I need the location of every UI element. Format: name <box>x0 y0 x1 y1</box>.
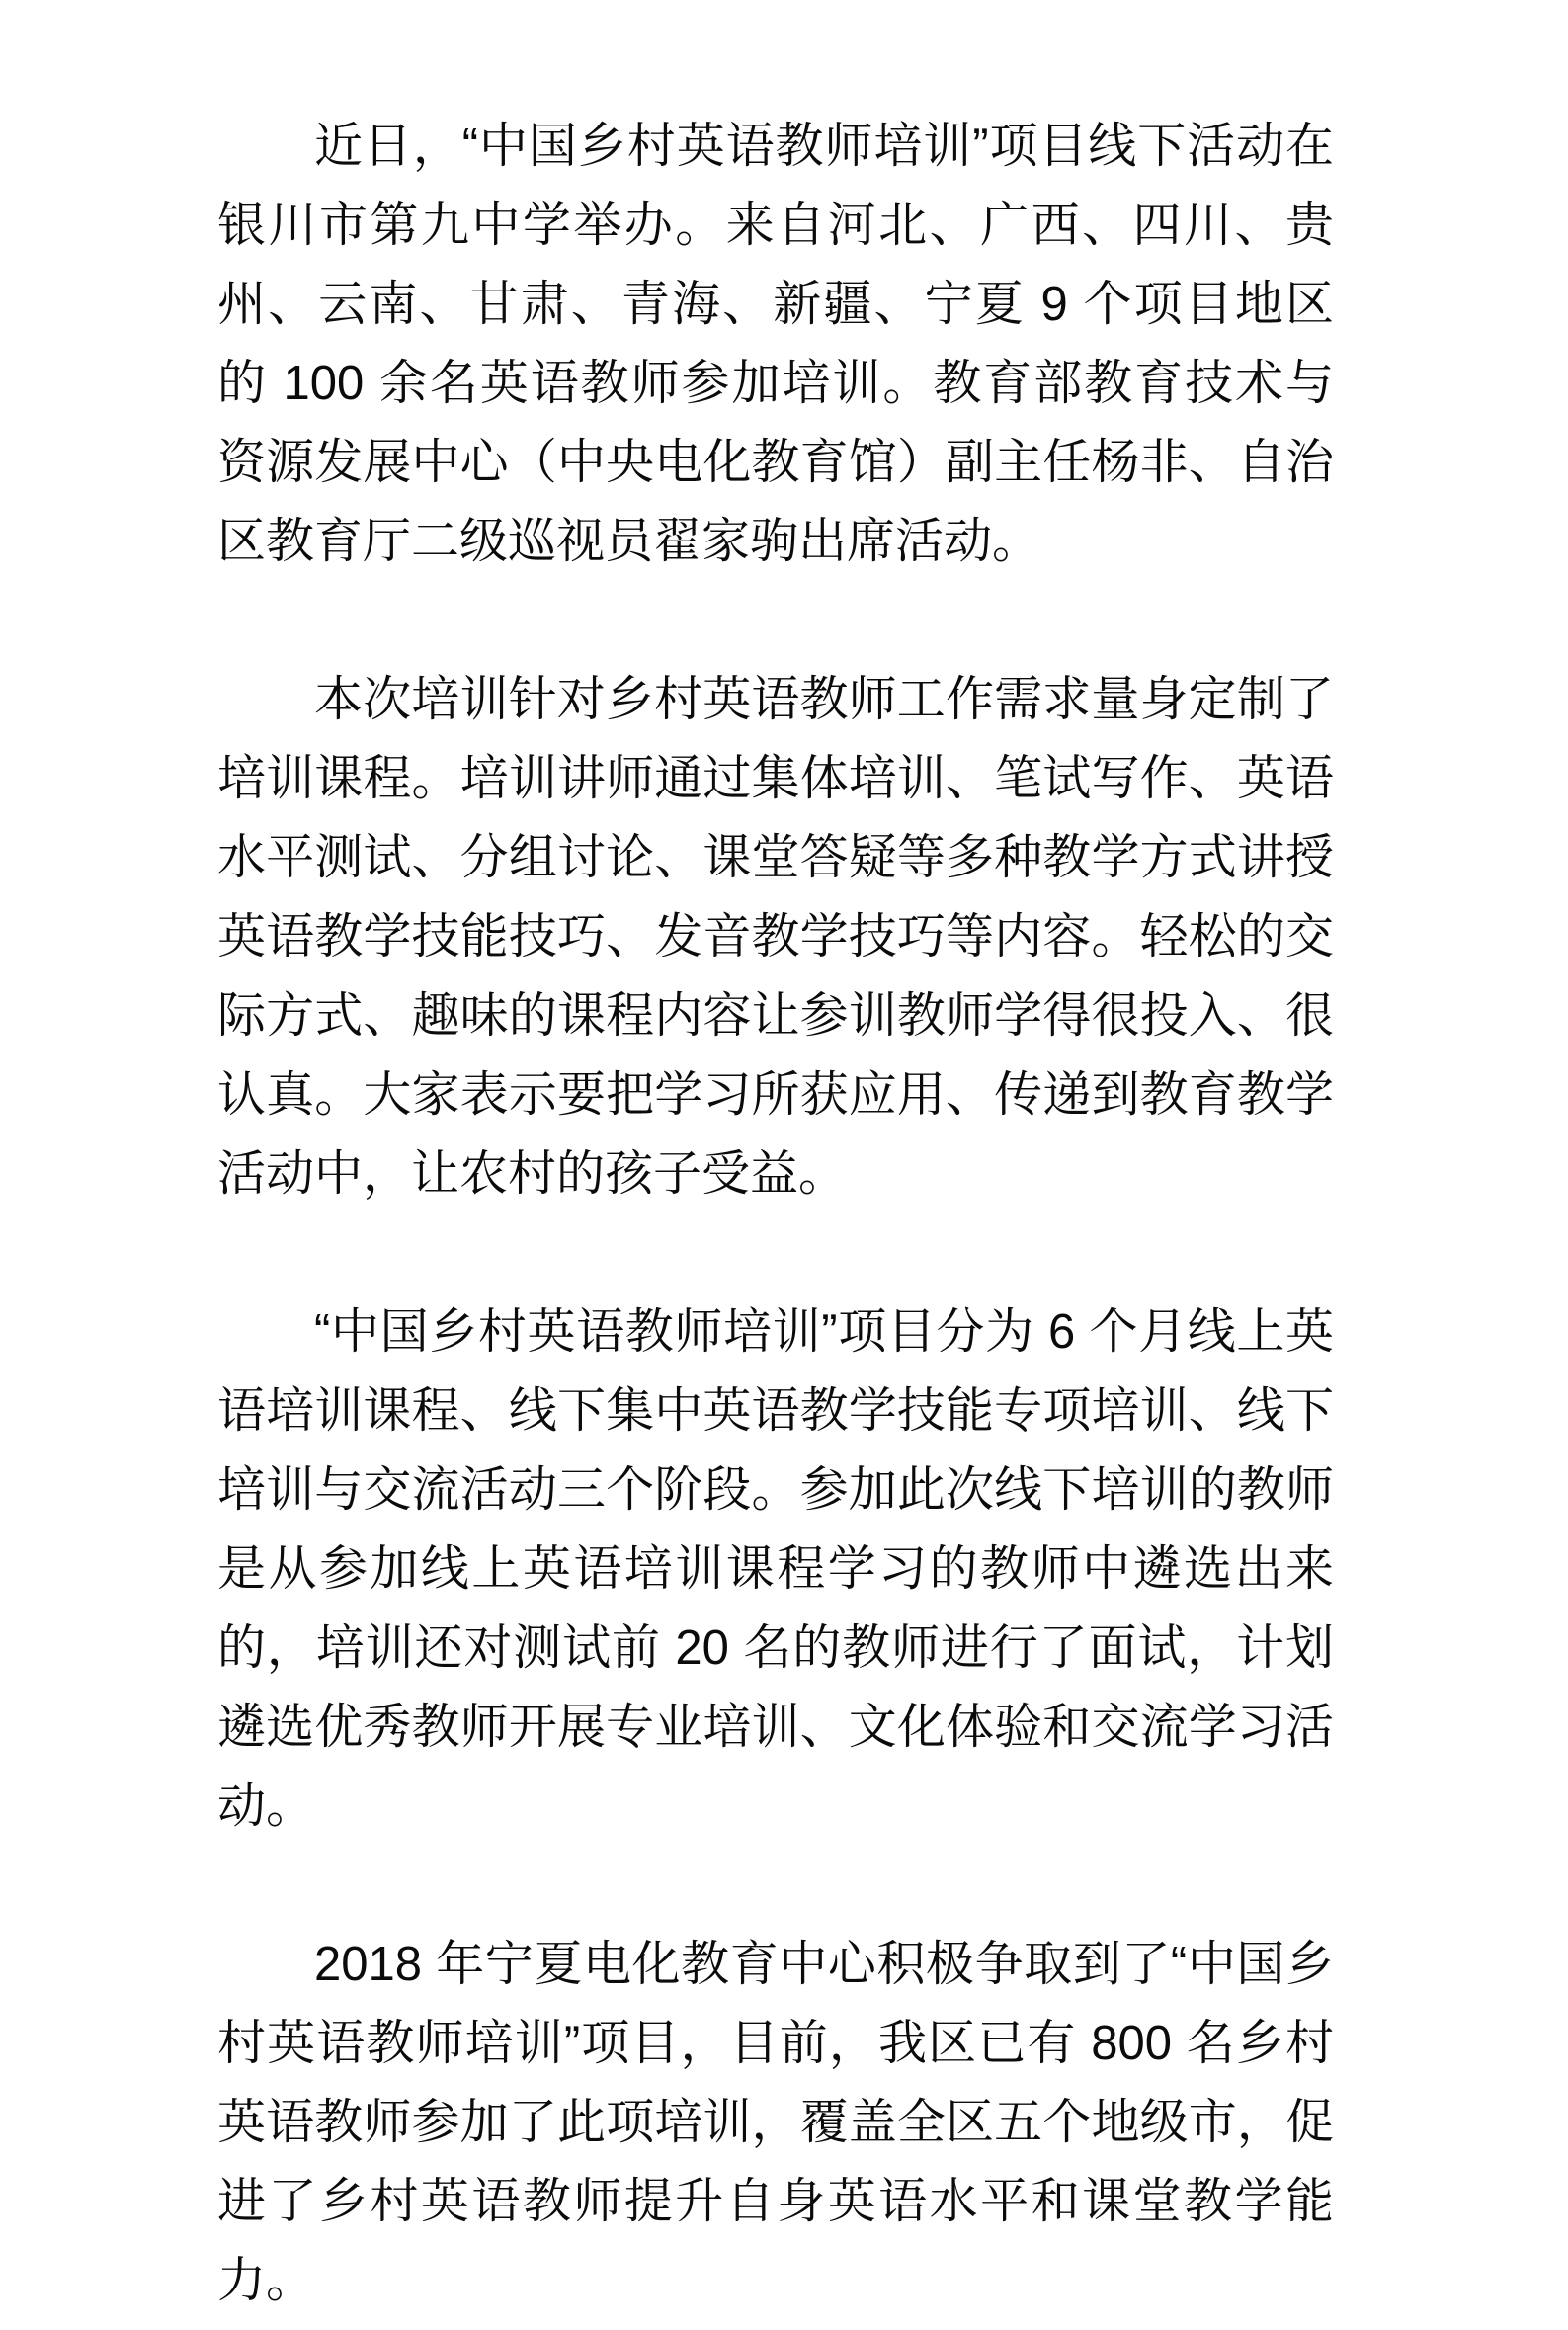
document-body <box>217 107 1334 2320</box>
article-paragraph-1: 近日，“中国乡村英语教师培训”项目线下活动在银川市第九中学举办。来自河北、广西、四川、贵州、云南、甘肃、青海、新疆、宁夏 9 个项目地区的 100 余名英语教师参加培训。教育部教育技术与资源发展中心（中央电化教育馆）副主任杨非、自治区教育厅二级巡视员翟家驹出席活动。 <box>217 120 1334 568</box>
article-paragraph-4: 2018 年宁夏电化教育中心积极争取到了“中国乡村英语教师培训”项目，目前，我区已有 800 名乡村英语教师参加了此项培训，覆盖全区五个地级市，促进了乡村英语教师提升自身英语水平和课堂教学能力。 <box>217 1938 1334 2307</box>
article-paragraph-2: 本次培训针对乡村英语教师工作需求量身定制了培训课程。培训讲师通过集体培训、笔试写作、英语水平测试、分组讨论、课堂答疑等多种教学方式讲授英语教学技能技巧、发音教学技巧等内容。轻松的交际方式、趣味的课程内容让参训教师学得很投入、很认真。大家表示要把学习所获应用、传递到教育教学活动中，让农村的孩子受益。 <box>217 673 1334 1201</box>
article-paragraph-3: “中国乡村英语教师培训”项目分为 6 个月线上英语培训课程、线下集中英语教学技能专项培训、线下培训与交流活动三个阶段。参加此次线下培训的教师是从参加线上英语培训课程学习的教师中遴选出来的，培训还对测试前 20 名的教师进行了面试，计划遴选优秀教师开展专业培训、文化体验和交流学习活动。 <box>217 1305 1334 1833</box>
